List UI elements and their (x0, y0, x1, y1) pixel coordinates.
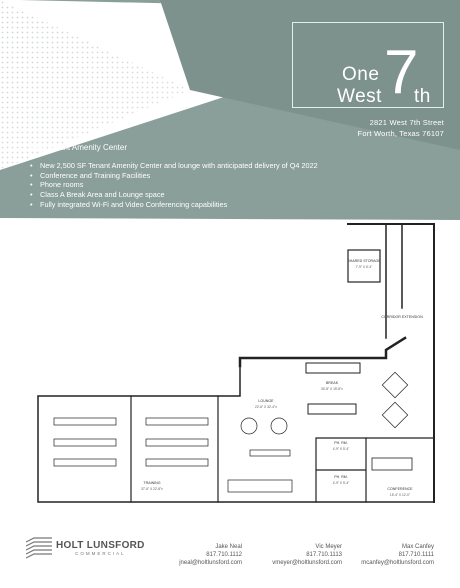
training-table (54, 439, 116, 446)
room-label: LOUNGE (258, 399, 274, 403)
contact-name: Jake Neal (215, 544, 242, 550)
logo-suffix: th (414, 86, 431, 107)
lounge-sofa (228, 480, 292, 492)
break-island (308, 404, 356, 414)
contact-name: Vic Meyer (315, 544, 342, 550)
floor-plan (18, 218, 440, 508)
contact-name: Max Canfey (401, 544, 434, 550)
room-dims: 22'-6" X 32'-4"± (255, 405, 277, 409)
feature-item: • New 2,500 SF Tenant Amenity Center and lounge with anticipated delivery of Q4 2022 (30, 161, 320, 171)
room-label: CONFERENCE (387, 487, 413, 491)
lounge-table (241, 418, 257, 434)
break-table (382, 402, 407, 427)
room-dims: 15'-4" X 12'-0" (389, 493, 411, 497)
room-label: BREAK (325, 381, 339, 385)
wall-east (416, 224, 434, 502)
room-dims: 37'-6" X 22'-8"± (141, 487, 163, 491)
contact-email[interactable]: mcanfey@holtlunsford.com (361, 560, 434, 566)
conference-table (372, 458, 412, 470)
training-table (54, 418, 116, 425)
room-dims: 7'-9" X 6'-4" (355, 265, 373, 269)
training-table (146, 439, 208, 446)
address-line2: Fort Worth, Texas 76107 (357, 129, 444, 138)
room-label: TRAINING (143, 481, 161, 485)
corridor-wall (386, 224, 402, 338)
contact-email[interactable]: jneal@holtlunsford.com (179, 560, 242, 566)
company-name: HOLT LUNSFORD (56, 540, 145, 551)
training-table (146, 459, 208, 466)
feature-item: • Conference and Training Facilities (30, 171, 320, 181)
logo-word-west: West (337, 86, 382, 107)
training-table (54, 459, 116, 466)
feature-item: • Phone rooms (30, 180, 320, 190)
contact-card (361, 543, 434, 567)
contact-email[interactable]: vmeyer@holtlunsford.com (272, 560, 342, 566)
room-label: CORRIDOR EXTENSION (381, 315, 423, 319)
contact-card (179, 543, 242, 567)
logo-numeral: 7 (384, 38, 419, 107)
feature-item: • Fully integrated Wi-Fi and Video Conferencing capabilities (30, 200, 320, 210)
room-label: PH. RM. (334, 441, 348, 445)
logo-word-one: One (342, 64, 380, 85)
wall-left-notch (38, 366, 434, 502)
lounge-bench (250, 450, 290, 456)
contact-card (272, 543, 342, 567)
feature-list (30, 161, 320, 210)
company-tag: COMMERCIAL (75, 551, 126, 556)
room-dims: 4'-9" X 5'-4" (332, 447, 350, 451)
training-table (146, 418, 208, 425)
lounge-table (271, 418, 287, 434)
contact-phone: 817.710.1111 (398, 552, 434, 558)
break-counter (306, 363, 360, 373)
room-dims: 4'-9" X 5'-4" (332, 481, 350, 485)
feature-item: • Class A Break Area and Lounge space (30, 190, 320, 200)
room-label: PH. RM. (334, 475, 348, 479)
room-dims: 30'-8" X 19'-8"± (321, 387, 343, 391)
address-line1: 2821 West 7th Street (369, 118, 444, 127)
company-logo (26, 536, 145, 560)
contact-phone: 817.710.1113 (306, 552, 342, 558)
contact-phone: 817.710.1112 (206, 552, 242, 558)
company-logo-icon (26, 536, 52, 560)
section-title: New Tenant Amenity Center (28, 143, 128, 152)
room-label: SHARED STORAGE (347, 259, 381, 263)
wall-top-right (240, 338, 405, 366)
break-table (382, 372, 407, 397)
